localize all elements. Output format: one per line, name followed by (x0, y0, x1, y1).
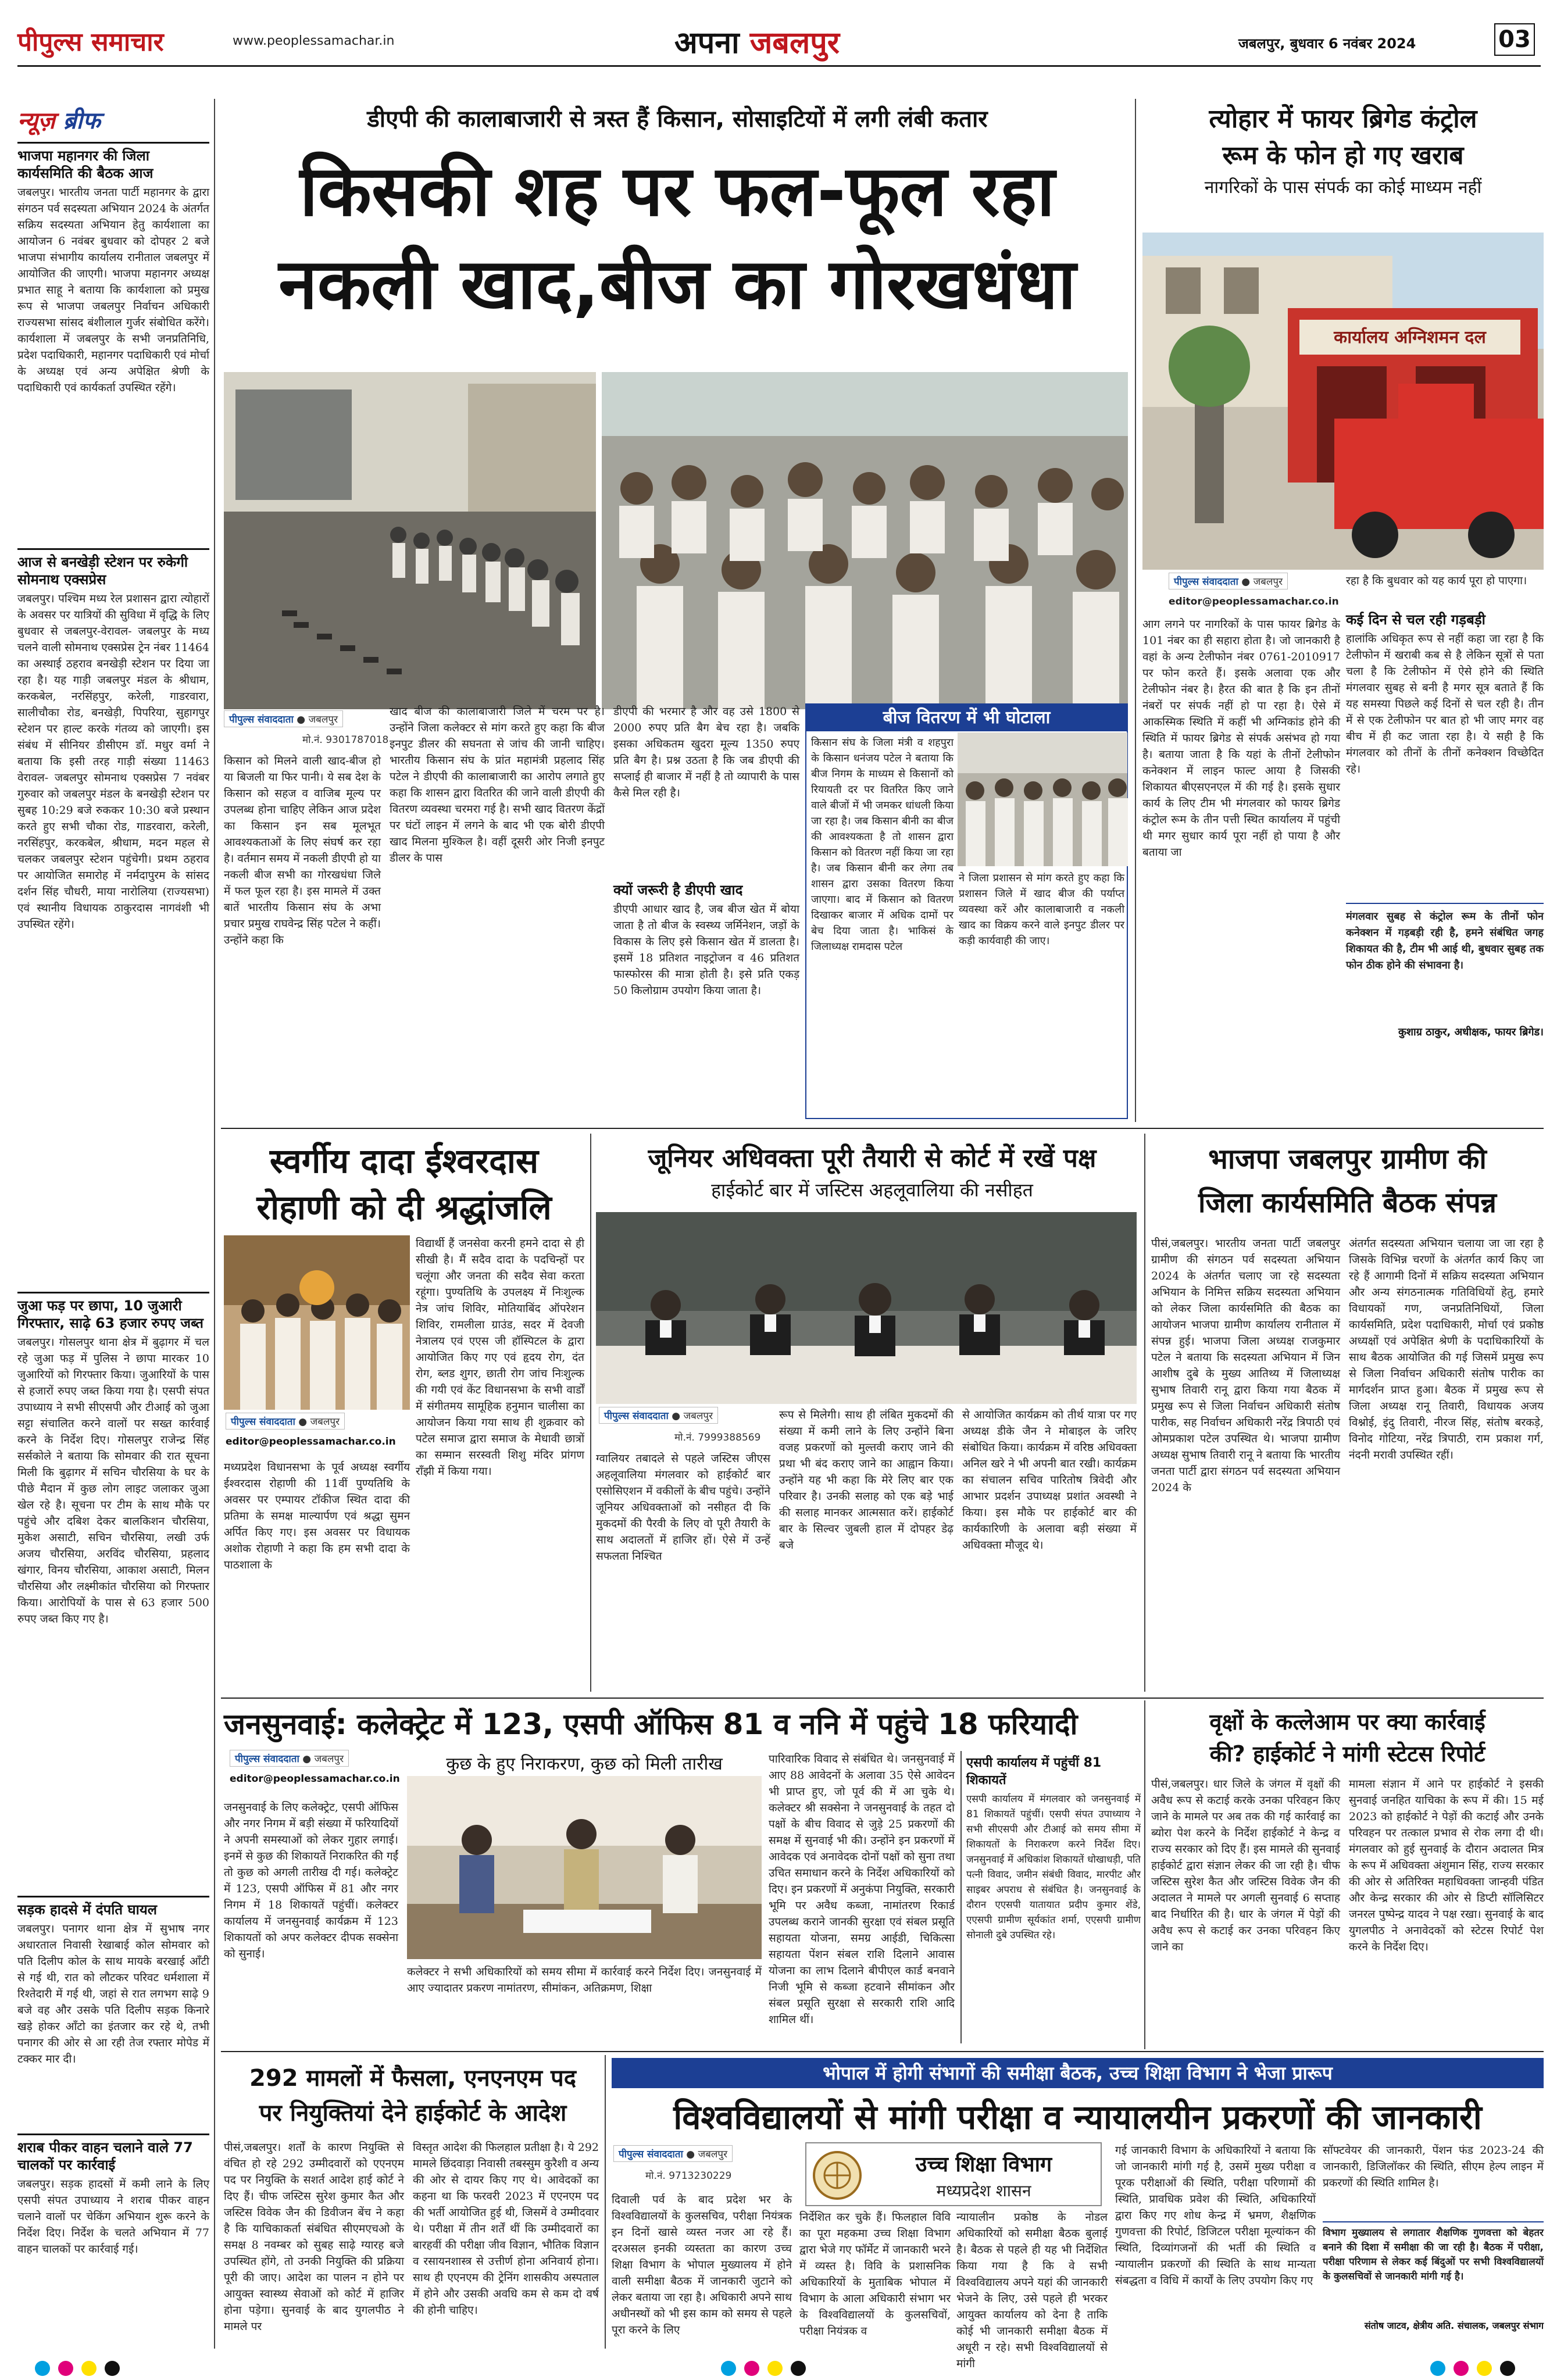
lead-col-3: डीएपी की भरमार है और वह उसे 1800 से 2000 रुपए प्रति बैग बेच रहा है। जबकि इसका अधिकतम खुदरा मूल्य 1350 रुपए प्रति बैग है। प्रश्न उठता है कि जब डीएपी की सप्लाई ही बाजार में नहीं है तो व्यापारी के पास कैसे मिल रही है। (613, 705, 799, 799)
page-number: 03 (1494, 23, 1535, 56)
section-title (674, 21, 840, 62)
fire-station-illustration (1142, 233, 1544, 570)
university-credit-name: पीपुल्स संवाददाता (619, 2149, 683, 2160)
advocate-stage-illustration (596, 1212, 1137, 1404)
tribute-credit-name: पीपुल्स संवाददाता (231, 1416, 295, 1428)
mp-emblem-icon (811, 2149, 863, 2202)
university-banner: भोपाल में होगी संभागों की समीक्षा बैठक, उच्च शिक्षा विभाग ने भेजा प्रारूप (612, 2058, 1544, 2088)
fire-credit-city: जबलपुर (1253, 576, 1283, 588)
university-col-5-wrap (1323, 2142, 1544, 2349)
registration-mark (58, 2361, 73, 2376)
jansunwai-kicker: कुछ के हुए निराकरण, कुछ को मिली तारीख (446, 1754, 723, 1774)
trees-headline-line1: वृक्षों के कत्लेआम पर क्या कार्रवाई (1209, 1709, 1485, 1735)
queue-photo-illustration (224, 372, 596, 709)
registration-mark (81, 2361, 97, 2376)
lead-mobile: मो.नं. 9301787018 (302, 734, 389, 746)
seed-box-col-1: किसान संघ के जिला मंत्री व शहपुरा के किसान धनंजय पटेल ने बताया कि बीज निगम के माध्यम से किसानों को रियायती दर पर वितरित किए जाने वाले बीजों में भी जमकर धांधली किया जा रहा है। जब किसान बीनी का बीज की आवश्यकता है तो शासन द्वारा किसान को वितरण नहीं किया जा रहा है। जब किसान बीनी कर लेगा तब शासन द्वारा उसका वितरण किया जाएगा। बाद में किसान को वितरण दिखाकर बाजार में अधिक दामों पर बेच दिया जाता है। भाकिसं के जिलाध्यक्ष रामदास पटेल (811, 737, 954, 953)
crowd-photo-illustration (602, 372, 1128, 709)
fire-photo-sign: कार्यालय अग्निशमन दल (1334, 327, 1486, 348)
tribute-col-2: विद्यार्थी हैं जनसेवा करनी हमने दादा से ही सीखी है। मैं सदैव दादा के पदचिन्हों पर चलूंगा और जनता की सदैव सेवा करता रहूंगा। पुण्यतिथि के उपलक्ष्य में निःशुल्क नेत्र जांच शिविर, मोतियाबिंद ऑपरेशन शिविर, रामलीला ग्राउंड, सदर में देवजी नेत्रालय एवं एएस जी हॉस्पिटल के द्वारा आयोजित किए गए एवं हृदय रोग, दंत रोग, ब्लड शुगर, छाती रोग जांच निःशुल्क की गयी एवं केंट विधानसभा के सभी वार्डों में संगीतमय सामूहिक हनुमान चालीसा का आयोजन किया गया साथ ही शुक्रवार को पटेल समाज द्वारा समाज के मेधावी छात्रों का सम्मान सरस्वती शिशु मंदिर प्रांगण राँझी में किया गया। (416, 1237, 584, 1478)
lead-col-1: किसान को मिलने वाली खाद-बीज हो या बिजली या फिर पानी। ये सब देश के किसान को सहज व वाजिब मूल्य पर उपलब्ध होना चाहिए लेकिन आज प्रदेश का किसान इन सब मूलभूत आवश्यकताओं के लिए संघर्ष कर रहा है। वर्तमान समय में नकली डीएपी हो या नकली बीज सभी का गोरखधंधा जिले में फल फूल रहा है। इस मामले में उक्त बातें भारतीय किसान संघ के अभा प्रचार प्रमुख राघवेन्द्र सिंह पटेल ने कहीं। उन्होंने कहा कि (224, 755, 381, 946)
fire-col-2: रहा है कि बुधवार को यह कार्य पूरा हो पाएगा। (1346, 574, 1527, 587)
trees-col-2: मामला संज्ञान में आने पर हाईकोर्ट ने इसकी सुनवाई जनहित याचिका के रूप में की। 15 मई 2023 को हाईकोर्ट ने पेड़ों की कटाई और उनके परिवहन पर तत्काल प्रभाव से रोक लगा दी थी। मंगलवार को हुई सुनवाई के दौरान अदालत मित्र के रूप में अधिवक्ता अंशुमान सिंह, राज्य सरकार की ओर से अतिरिक्त महाधिवक्ता जान्हवी पंडित और केन्द्र सरकार की ओर से डिप्टी सॉलिसिटर जनरल पुष्पेन्द्र यादव ने पक्ष रखा। सुनवाई के बाद युगलपीठ ने अनावेदकों को स्टेटस रिपोर्ट पेश करने के निर्देश दिए। (1349, 1778, 1544, 1953)
university-col-5: सॉफ्टवेयर की जानकारी, पेंशन फंड 2023-24 की जानकारी, डिजिलॉकर की स्थिति, सीएम हेल्प लाइन में प्रकरणों की स्थिति शामिल है। (1323, 2144, 1544, 2189)
registration-mark (1500, 2361, 1515, 2376)
advocate-credit-name: पीपुल्स संवाददाता (604, 1410, 669, 1422)
section-title-1: अपना (674, 26, 740, 60)
fire-photo (1142, 233, 1544, 570)
brief-body: जबलपुर। सड़क हादसों में कमी लाने के लिए एसपी संपत उपाध्याय ने शराब पीकर वाहन चलाने वालों पर चेकिंग अभियान शुरू करने के निर्देश दिए। निर्देश के चलते अभियान में 77 वाहन चालकों पर कार्रवाई गई। (17, 2178, 209, 2256)
logo-subtitle: मध्यप्रदेश शासन (936, 2181, 1031, 2200)
fire-col-1: आग लगने पर नागरिकों के पास फायर ब्रिगेड के 101 नंबर का ही सहारा होता है। जो जानकारी है वहां के अन्य टेलीफोन नंबर 0761-2010917 पर फोन करते हैं। इसके अलावा एक और टेलीफोन नंबर है। हैरत की बात है कि इन तीनों नंबरों पर संपर्क नहीं हो पा रहा है। ऐसे में आकस्मिक स्थिति में कहीं भी अग्निकांड होने की स्थिति में फायर ब्रिगेड से संपर्क असंभव हो गया है। बताया जाता है कि यहां के तीनों टेलीफोन कनेक्शन में लाइन फाल्ट आया है जिसकी शिकायत बीएसएनएल में की गई है। इसके सुधार कार्य के लिए टीम भी मंगलवार को फायर ब्रिगेड कंट्रोल रूम के तीन पत्ती स्थित कार्यालय में पहुंची थी मगर सुधार कार्य पूरा नहीं हो पाया है और बताया जा (1142, 618, 1340, 859)
lead-photo-crowd (602, 372, 1128, 709)
lead-kicker: डीएपी की कालाबाजारी से त्रस्त हैं किसान, सोसाइटियों में लगी लंबी कतार (367, 106, 988, 133)
brief-body: जबलपुर। पश्चिम मध्य रेल प्रशासन द्वारा त्योहारों के अवसर पर यात्रियों की सुविधा में वृद्धि के लिए बुधवार से जबलपुर-वेरावल- जबलपुर के मध्य चलने वाली सोमनाथ एक्सप्रेस ट्रेन नंबर 11464 का अस्थाई ठहराव बनखेड़ी स्टेशन पर दिया जा रहा है। यह गाड़ी जबलपुर मंडल के श्रीधाम, करकबेल, नरसिंहपुर, करेली, गाडरवारा, सालीचौका रोड, बनखेड़ी, पिपरिया, सुहागपुर स्टेशन पर हाल्ट करके गंतव्य को जाएगी। इस संबंध में सीनियर डीसीएम डॉ. मधुर वर्मा ने बताया कि इसी तरह गाड़ी संख्या 11463 वेरावल- जबलपुर सोमनाथ एक्सप्रेस 7 नवंबर गुरुवार को जबलपुर मंडल के बनखेड़ी स्टेशन पर सुबह 10:29 बजे रुककर 10:30 बजे प्रस्थान करते हुए सभी चौका रोड, गाडरवारा, करेली, नरसिंहपुर, करकबेल, श्रीधाम, मदन महल से चलकर जबलपुर स्टेशन पहुंचेगी। प्रथम ठहराव पर आयोजित समारोह में नर्मदापुरम के सांसद दर्शन सिंह चौधरी, माया नारोलिया (राज्यसभा) एवं स्थानीय विधायक ठाकुरदास नागवंशी भी उपस्थित रहेंगे। (17, 592, 209, 931)
lead-headline-line2: नकली खाद,बीज का गोरखधंधा (278, 244, 1076, 325)
registration-mark (744, 2361, 759, 2376)
website: www.peoplessamachar.in (233, 34, 395, 48)
brief-body: जबलपुर। गोसलपुर थाना क्षेत्र में बुढ़ागर में चल रहे जुआ फड़ में पुलिस ने छापा मारकर 10 जुआरियों को गिरफ्तार किया। जुआरियों के पास से हजारों रुपए जब्त किया गया है। एसपी संपत उपाध्याय ने सभी सीएसपी और टीआई को जुआ सट्टा संचालित करने वालों पर सख्त कार्रवाई करने के निर्देश दिए। गोसलपुर राजेन्द्र सिंह सर्सकोले ने बताया कि सोमवार की रात सूचना मिली कि बुढ़ागर में सचिन चौरसिया के घर के पीछे मैदान में कुछ लोग लाइट जलाकर जुआ खेल रहे है। सूचना पर टीम के साथ मौके पर पहुंचे और दबिश देकर बालकिशन चौरसिया, मुकेश असाटी, सचिन चौरसिया, लखी उर्फ अजय चौरसिया, अरविंद चौरसिया, प्रहलाद खंगार, विनय चौरसिया, आकाश असाटी, मिलन चौरसिया और लक्ष्मीकांत चौरसिया को गिरफ्तार किया। आरोपियों के पास से 63 हजार 500 रुपए जब्त किए गए है। (17, 1336, 209, 1625)
brief-title: सड़क हादसे में दंपति घायल (17, 1896, 209, 1918)
university-mobile: मो.नं. 9713230229 (645, 2170, 732, 2182)
seed-box-photo (958, 732, 1127, 866)
seed-scam-box (805, 703, 1128, 1119)
jansunwai-col-1: जनसुनवाई के लिए कलेक्ट्रेट, एसपी ऑफिस और नगर निगम में बड़ी संख्या में फरियादियों ने अपनी समस्याओं को लेकर गुहार लगाई। इनमें से कुछ की शिकायतें निराकरित की गईं तो कुछ को अगली तारीख दी गई। कलेक्ट्रेट में 123, एसपी ऑफिस में 81 और नगर निगम में 18 शिकायतें पहुंचीं। कलेक्टर कार्यालय में जनसुनवाई कार्यक्रम में 123 शिकायतों को अपर कलेक्टर दीपक सक्सेना को सुनाई। (224, 1801, 398, 1960)
trees-headline-line2: की? हाईकोर्ट ने मांगी स्टेटस रिपोर्ट (1209, 1741, 1485, 1767)
jansunwai-email: editor@peoplessamachar.co.in (230, 1773, 400, 1785)
seed-queue-illustration (958, 732, 1127, 866)
brief-title: आज से बनखेड़ी स्टेशन पर रुकेगी सोमनाथ एक्सप्रेस (17, 548, 209, 588)
fire-kicker: नागरिकों के पास संपर्क का कोई माध्यम नहीं (1204, 177, 1482, 198)
university-col-3: न्यायालीन प्रकोष्ठ के नोडल अधिकारियों को समीक्षा बैठक बुलाई है। बैठक से पहले ही यह भी निर्देशित किया गया है कि वे सभी विश्वविद्यालय अपने यहां की जानकारी भेजने के लिए, उसे पहले ही भरकर आयुक्त कार्यालय को देना है ताकि कोई भी जानकारी समीक्षा बैठक में अधूरी न रहे। सभी विश्वविद्यालयों से मांगी (956, 2211, 1108, 2370)
fire-quote-text: मंगलवार सुबह से कंट्रोल रूम के तीनों फोन कनेक्शन में गड़बड़ी रही है, हमने संबंधित जगह शिकायत की है, टीम भी आई थी, बुधवार सुबह तक फोन ठीक होने की संभावना है। (1346, 910, 1544, 971)
brief-item (17, 1896, 209, 2130)
brief-body: जबलपुर। पनागर थाना क्षेत्र में सुभाष नगर अधारताल निवासी रेखाबाई कोल सोमवार को पति दिलीप कोल के साथ मायके बरखाई आँटी से गई थी, रात को लौटकर परिवट धर्मशाला में रिश्तेदारी में गई थी, जहां से रात लगभग साढ़े 9 बजे वह और उसके पति दिलीप सड़क किनारे खड़े होकर आँटो का इंतजार कर रहे थे, तभी पनागर की ओर से आ रही तेज रफ्तार मोपेड में टक्कर मार दी। (17, 1922, 209, 2065)
nhm-col-2: विस्तृत आदेश की फिलहाल प्रतीक्षा है। ये 292 मामले छिंदवाड़ा निवासी तबस्सुम कुरैशी व अन्य की ओर से दायर किए गए थे। आवेदकों का कहना था कि फरवरी 2023 में एएनएम पद की भर्ती आयोजित हुई थी, जिसमें वे उम्मीदवार थे। परीक्षा में तीन शर्तें थीं कि उम्मीदवारों का बारहवीं की परीक्षा जीव विज्ञान, भौतिक विज्ञान व रसायनशास्त्र से उत्तीर्ण होना अनिवार्य होना। साथ ही एएनएम की ट्रेनिंग शासकीय अस्पताल में होने और उसकी अवधि कम से कम दो वर्ष की होनी चाहिए। (413, 2141, 599, 2317)
tribute-credit-city: जबलपुर (310, 1416, 340, 1428)
fire-credit-name: पीपुल्स संवाददाता (1174, 576, 1238, 588)
news-brief-label (17, 103, 203, 138)
brief-title: भाजपा महानगर की जिला कार्यसमिति की बैठक आज (17, 142, 209, 182)
registration-mark (105, 2361, 120, 2376)
lead-col-2: खाद बीज की कालाबाजारी जिले में चरम पर है। उन्होंने जिला कलेक्टर से मांग करते हुए कहा कि बीज इनपुट डीलर की सघनता से जांच की जानी चाहिए। भारतीय किसान संघ के प्रांत महामंत्री प्रहलाद सिंह पटेल ने डीएपी की कालाबाजारी का आरोप लगाते हुए कहा कि शासन द्वारा वितरित की जाने वाली डीएपी की वितरण व्यवस्था चरमरा गई है। सभी खाद वितरण केंद्रों पर घंटों लाइन में लगने के बाद भी एक बोरी डीएपी खाद मिलना मुश्किल है। वहीं दूसरी ओर निजी इनपुट डीलर के पास (390, 705, 605, 864)
university-logo (805, 2142, 1102, 2206)
bjp-rural-headline-line2: जिला कार्यसमिति बैठक संपन्न (1198, 1187, 1497, 1219)
brief-label-1: न्यूज़ (17, 108, 55, 134)
fire-quote-author: कुशाग्र ठाकुर, अधीक्षक, फायर ब्रिगेड। (1398, 1026, 1544, 1038)
advocate-credit: पीपुल्स संवाददाता ● जबलपुर (599, 1407, 718, 1424)
lead-credit-name: पीपुल्स संवाददाता (229, 714, 294, 726)
university-headline: विश्वविद्यालयों से मांगी परीक्षा व न्यायालयीन प्रकरणों की जानकारी (673, 2097, 1482, 2137)
lead-credit-city: जबलपुर (308, 714, 338, 726)
nhm-headline-line1: 292 मामलों में फैसला, एनएनएम पद (249, 2065, 576, 2092)
lead-photo-queue (224, 372, 596, 709)
university-quote-author: संतोष जाटव, क्षेत्रीय अति. संचालक, जबलपुर संभाग (1364, 2320, 1544, 2331)
sp-office-box (960, 1751, 1141, 2043)
university-col-2: निर्देशित कर चुके हैं। फिलहाल विवि का पूरा महकमा उच्च शिक्षा विभाग द्वारा भेजे गए फॉर्मेट में जानकारी भरने में व्यस्त है। विवि के प्रशासनिक अधिकारियों के मुताबिक भोपाल में विभाग के आला अधिकारी संभाग भर के विश्वविद्यालयों के कुलसचिवों, परीक्षा नियंत्रक व (799, 2211, 951, 2338)
tribute-col-1: मध्यप्रदेश विधानसभा के पूर्व अध्यक्ष स्वर्गीय ईश्वरदास रोहाणी की 11वीं पुण्यतिथि के अवसर पर एम्पायर टॉकीज स्थित दादा की प्रतिमा के समक्ष माल्यार्पण एवं श्रद्धा सुमन अर्पित किए गए। इस अवसर पर विधायक अशोक रोहाणी ने कहा कि हम सभी दादा के पाठशाला के (224, 1461, 410, 1571)
university-col-4: गई जानकारी विभाग के अधिकारियों ने बताया कि जो जानकारी मांगी गई है, उसमें मुख्य परीक्षा व पूरक परीक्षाओं की स्थिति, परीक्षा परिणामों की स्थिति, प्रावधिक प्रवेश की स्थिति, अधिकारियों द्वारा किए गए शोध केन्द्र में भ्रमण, शैक्षणिक गुणवत्ता की रिपोर्ट, डिजिटल परीक्षा मूल्यांकन की स्थिति, दिव्यांगजनों की भर्ती की स्थिति व न्यायालीन प्रकरणों की स्थिति के साथ मान्यता संबद्धता व विधि में कार्यों के लिए उपयोग किए गए (1115, 2144, 1316, 2287)
jansunwai-hearing-illustration (407, 1776, 762, 1959)
sp-box-title: एसपी कार्यालय में पहुंचीं 81 शिकायतें (966, 1756, 1102, 1788)
bjp-rural-headline-line1: भाजपा जबलपुर ग्रामीण की (1208, 1143, 1487, 1175)
brief-item (17, 1292, 209, 1892)
brief-title: शराब पीकर वाहन चलाने वाले 77 चालकों पर कार्रवाई (17, 2134, 209, 2174)
brief-item (17, 142, 209, 545)
tribute-photo (224, 1235, 410, 1410)
section-title-2: जबलपुर (749, 26, 840, 60)
advocate-kicker: हाईकोर्ट बार में जस्टिस अहलूवालिया की नसीहत (711, 1179, 1033, 1201)
paper-name: पीपुल्स समाचार (17, 27, 164, 57)
sp-box-body: एसपी कार्यालय में मंगलवार को जनसुनवाई में 81 शिकायतें पहुंचीं। एसपी संपत उपाध्याय ने सभी सीएसपी और टीआई को समय सीमा में शिकायतों के निराकरण करने निर्देश दिए। जनसुनवाई में अधिकांश शिकायतें धोखाधड़ी, पति पत्नी विवाद, जमीन संबंधी विवाद, मारपीट और साइबर अपराध से संबंधित है। जनसुनवाई के दौरान एएसपी यातायात प्रदीप कुमार शेंडे, एएसपी ग्रामीण सूर्यकांत शर्मा, एएसपी ग्रामीण सोनाली दुबे उपस्थित रहे। (966, 1793, 1141, 1941)
fire-col-2b: हालांकि अधिकृत रूप से नहीं कहा जा रहा है कि टेलीफोन में खराबी कब से है लेकिन सूत्रों से पता चला है कि टेलीफोन में ऐसे होने की स्थिति मंगलवार सुबह से बनी है मगर सूत्र बताते हैं कि यह समस्या पिछले कई दिनों से चल रही है। तीन में से एक टेलीफोन पर बात हो भी जाए मगर वह बीच में ही कट जाता रहा है। ये सही है कि मंगलवार को तीनों के तीनों कनेक्शन विच्छेदित रहे। (1346, 632, 1544, 776)
fire-email: editor@peoplessamachar.co.in (1169, 596, 1339, 607)
trees-col-1: पीसं,जबलपुर। धार जिले के जंगल में वृक्षों की अवैध रूप से कटाई करके उनका परिवहन किए जाने के मामले पर अब तक की गई कार्रवाई का ब्योरा पेश करने के निर्देश हाईकोर्ट ने केन्द्र व राज्य सरकार को दिए हैं। इस मामले की सुनवाई हाईकोर्ट द्वारा संज्ञान लेकर की जा रही है। चीफ जस्टिस सुरेश कैत और जस्टिस विवेक जैन की अदालत ने मामले पर अगली सुनवाई 6 सप्ताह बाद निर्धारित की है। धार के जंगल में पेड़ों की अवैध रूप से कटाई कर उनका परिवहन किए जाने का (1151, 1778, 1340, 1953)
masthead (0, 0, 1557, 64)
brief-body: जबलपुर। भारतीय जनता पार्टी महानगर के द्वारा संगठन पर्व सदस्यता अभियान 2024 के अंतर्गत सक्रिय सदस्यता अभियान हेतु कार्यशाला का आयोजन 6 नवंबर बुधवार को दोपहर 2 बजे भाजपा संभागीय कार्यालय रानीताल जबलपुर में आयोजित की जाएगी। भाजपा महानगर अध्यक्ष प्रभात साहू ने बताया कि कार्यशाला को प्रमुख रूप से भाजपा जबलपुर निर्वाचन अधिकारी राज्यसभा सांसद बंशीलाल गुर्जर संबोधित करेंगे। कार्यशाला में जबलपुर के सभी जनप्रतिनिधि, प्रदेश पदाधिकारी, महानगर पदाधिकारी एवं मोर्चा के अध्यक्ष एवं अन्य अपेक्षित श्रेणी के पदाधिकारी एवं कार्यकर्ता उपस्थित रहेंगे। (17, 186, 209, 394)
registration-mark (767, 2361, 783, 2376)
registration-mark (35, 2361, 50, 2376)
advocate-credit-city: जबलपुर (683, 1410, 713, 1422)
fire-col-2-wrap (1346, 573, 1544, 1119)
seed-box-title: बीज वितरण में भी घोटाला (806, 705, 1127, 731)
advocate-col-3: से आयोजित कार्यक्रम को तीर्थ यात्रा पर गए अध्यक्ष डीके जैन ने मोबाइल के जरिए संबोधित किया। कार्यक्रम में वरिष्ठ अधिवक्ता अनिल खरे ने भी अपनी बात रखी। कार्यक्रम का संचालन सचिव पारितोष त्रिवेदी और आभार प्रदर्शन उपाध्यक्ष प्रशांत अवस्थी ने किया। इस मौके पर हाईकोर्ट बार की कार्यकारिणी के अलावा बड़ी संख्या में अधिवक्ता मौजूद थे। (962, 1409, 1137, 1552)
lead-credit: पीपुल्स संवाददाता ● जबलपुर (224, 710, 343, 727)
tribute-headline-line2: रोहाणी को दी श्रद्धांजलि (256, 1188, 552, 1227)
advocate-col-1: ग्वालियर तबादले से पहले जस्टिस जीएस अहलूवालिया मंगलवार को हाईकोर्ट बार एसोसिएशन में वकीलों के बीच पहुंचे। उन्होंने जूनियर अधिवक्ताओं को नसीहत दी कि मुकदमों की पैरवी के लिए वो पूरी तैयारी के साथ अदालतों में हाजिर हों। ऐसे में उन्हें सफलता निश्चित (596, 1452, 770, 1563)
nhm-headline-line2: पर नियुक्तियां देने हाईकोर्ट के आदेश (259, 2100, 567, 2127)
university-credit: पीपुल्स संवाददाता ● जबलपुर (613, 2145, 733, 2162)
registration-mark (1454, 2361, 1469, 2376)
university-credit-city: जबलपुर (698, 2149, 728, 2160)
university-col-1: दिवाली पर्व के बाद प्रदेश भर के विश्वविद्यालयों के कुलसचिव, परीक्षा नियंत्रक इन दिनों खासे व्यस्त नजर आ रहे हैं। दरअसल इनकी व्यस्तता का कारण उच्च शिक्षा विभाग के भोपाल मुख्यालय में होने वाली समीक्षा बैठक में जानकारी जुटाने को लेकर बताया जा रहा है। अधिकारी अपने साथ अधीनस्थों को भी इस काम को समय से पहले पूरा करने के लिए (612, 2193, 792, 2336)
lead-col-3b: डीएपी आधार खाद है, जब बीज खेत में बोया जाता है तो बीज के स्वस्थ्य जर्मिनेशन, जड़ों के विकास के लिए इसे किसान खेत में डालता है। इसमें 18 प्रतिशत नाइट्रोजन व 46 प्रतिशत फास्फोरस की मात्रा होती है। इसे प्रति एकड़ 50 किलोग्राम उपयोग किया जाता है। (613, 903, 799, 997)
registration-mark (1477, 2361, 1492, 2376)
jansunwai-credit-name: पीपुल्स संवाददाता (235, 1753, 299, 1765)
advocate-mobile: मो.नं. 7999388569 (674, 1432, 761, 1443)
jansunwai-caption: कलेक्टर ने सभी अधिकारियों को समय सीमा में कार्रवाई करने निर्देश दिए। जनसुनवाई में आए ज्यादातर प्रकरण नामांतरण, सीमांकन, अतिक्रमण, शिक्षा (407, 1966, 762, 1995)
registration-mark (791, 2361, 806, 2376)
advocate-headline: जूनियर अधिवक्ता पूरी तैयारी से कोर्ट में रखें पक्ष (648, 1143, 1097, 1173)
registration-marks (0, 2357, 1557, 2380)
university-quote-text: विभाग मुख्यालय से लगातार शैक्षणिक गुणवत्ता को बेहतर बनाने की दिशा में समीक्षा की जा रही है। बैठक में परीक्षा, परीक्षा परिणाम से लेकर कई बिंदुओं पर सभी विश्वविद्यालयों के कुलसचिवों से जानकारी मांगी गई है। (1323, 2227, 1544, 2282)
registration-mark (1430, 2361, 1445, 2376)
jansunwai-credit-city: जबलपुर (314, 1753, 344, 1765)
advocate-col-2: रूप से मिलेगी। साथ ही लंबित मुकदमों की संख्या में कमी लाने के लिए उन्होंने बिना वजह प्रकरणों को मुल्तवी कराए जाने की प्रथा भी बंद कराए जाने का आह्वान किया। उन्होंने यह भी कहा कि मेरे लिए बार एक परिवार है। उनकी सलाह को एक बड़े भाई की सलाह मानकर आत्मसात करें। हाईकोर्ट बार के सिल्वर जुबली हाल में दोपहर डेढ़ बजे (779, 1409, 954, 1552)
advocate-photo (596, 1212, 1137, 1404)
date-line: जबलपुर, बुधवार 6 नवंबर 2024 (1238, 35, 1416, 52)
seed-box-col-2: ने जिला प्रशासन से मांग करते हुए कहा कि प्रशासन जिले में खाद बीज की पर्याप्त व्यवस्था करें और कालाबाजारी व नकली खाद का विक्रय करने वाले इनपुट डीलर पर कड़ी कार्यवाही की जाए। (959, 872, 1124, 947)
fire-headline-line2: रूम के फोन हो गए खराब (1222, 141, 1464, 170)
lead-col-3-wrap (613, 703, 799, 1119)
bjp-rural-col-1: पीसं,जबलपुर। भारतीय जनता पार्टी जबलपुर ग्रामीण की संगठन पर्व सदस्यता अभियान 2024 के अंतर्गत चलाए जा रहे सदस्यता अभियान के निमित्त सक्रिय सदस्यता अभियान को लेकर जिला कार्यसमिति की बैठक का आयोजन भाजपा ग्रामीण कार्यालय रानीताल में संपन्न हुई। भाजपा जिला अध्यक्ष राजकुमार पटेल ने बताया कि सदस्यता अभियान में जिन आशीष दुबे के मुख्य आतिथ्य में जिलाध्यक्ष सुभाष तिवारी रानू द्वारा किया गया बैठक में प्रमुख रूप से जिला निर्वाचन अधिकारी संतोष पारीक, सह निर्वाचन अधिकारी नरेंद्र त्रिपाठी एवं ओमप्रकाश पटेल उपस्थित थे। भाजपा ग्रामीण अध्यक्ष सुभाष तिवारी रानू ने बताया कि भारतीय जनता पार्टी द्वारा संगठन पर्व सदस्यता अभियान 2024 के (1151, 1237, 1340, 1494)
jansunwai-headline: जनसुनवाई: कलेक्ट्रेट में 123, एसपी ऑफिस 81 व ननि में पहुंचे 18 फरियादी (224, 1707, 1078, 1741)
tribute-headline-line1: स्वर्गीय दादा ईश्वरदास (269, 1141, 539, 1181)
fire-quote (1346, 903, 1544, 1039)
fire-subhead: कई दिन से चल रही गड़बड़ी (1346, 612, 1485, 628)
fire-credit: पीपुल्स संवाददाता ● जबलपुर (1169, 573, 1288, 589)
university-quote (1323, 2221, 1544, 2332)
lead-subhead: क्यों जरूरी है डीएपी खाद (613, 882, 743, 898)
tribute-group-illustration (224, 1235, 410, 1410)
brief-label-2: ब्रीफ (63, 108, 101, 134)
brief-column (17, 138, 209, 2353)
tribute-email: editor@peoplessamachar.co.in (226, 1436, 396, 1448)
lead-headline-line1: किसकी शह पर फल-फूल रहा (299, 151, 1055, 232)
fire-headline-line1: त्योहार में फायर ब्रिगेड कंट्रोल (1209, 104, 1477, 134)
bjp-rural-col-2: अंतर्गत सदस्यता अभियान चलाया जा जा रहा है जिसके विभिन्न चरणों के अंतर्गत कार्य किए जा रहे हैं आगामी दिनों में सक्रिय सदस्यता अभियान और अन्य संगठनात्मक गतिविधियों हेतु, हमारे विधायकों गण, जनप्रतिनिधियों, जिला कार्यसमिति, प्रदेश पदाधिकारी, मोर्चा एवं प्रकोष्ठ अध्यक्षों एवं अपेक्षित श्रेणी के पदाधिकारियों के साथ बैठक आयोजित की गई जिसमें प्रमुख रूप से जिला निर्वाचन अधिकारी संतोष पारीक का मार्गदर्शन प्राप्त हुआ। बैठक में प्रमुख रूप से जिला अध्यक्ष रानू तिवारी, विधायक अजय विश्नोई, इंदु तिवारी, नीरज सिंह, संतोष बरकड़े, विनोद गोटिया, नरेंद्र त्रिपाठी, राम प्रकाश गर्ग, नंदनी मरावी उपस्थित रहीं। (1349, 1237, 1544, 1461)
jansunwai-col-3: पारिवारिक विवाद से संबंधित थे। जनसुनवाई में आए 88 आवेदनों के अलावा 35 ऐसे आवेदन भी प्राप्त हुए, जो पूर्व की में आ चुके थे। कलेक्टर श्री सक्सेना ने जनसुनवाई के तहत दो पक्षों के बीच विवाद से जुड़े 25 प्रकरणों की समक्ष में सुनवाई भी की। उन्होंने इन प्रकरणों में आवेदक एवं अनावेदक दोनों पक्षों को सुना तथा उचित समाधान करने के निर्देश अधिकारियों को दिए। इन प्रकरणों में अनुकंपा नियुक्ति, सरकारी भूमि पर अवैध कब्जा, नामांतरण रिकार्ड उपलब्ध कराने जानकी सुरक्षा एवं संबल प्रसूति सहायता योजना, समग्र आईडी, चिकित्सा सहायता पेंशन संबल राशि दिलाने आवास योजना का लाभ दिलाने बीपीएल कार्ड बनवाने निजी भूमि से कब्जा हटवाने सीमांकन और संबल प्रसूति सुरक्षा से सरकारी राशि आदि शामिल थीं। (769, 1753, 955, 2026)
jansunwai-credit: पीपुल्स संवाददाता ● जबलपुर (230, 1750, 349, 1767)
registration-mark (721, 2361, 736, 2376)
logo-title: उच्च शिक्षा विभाग (915, 2153, 1052, 2177)
brief-item (17, 2134, 209, 2315)
brief-item (17, 548, 209, 1288)
nhm-col-1: पीसं,जबलपुर। शर्तों के कारण नियुक्ति से वंचित हो रहे 292 उम्मीदवारों को एएनएम पद पर नियुक्ति के सशर्त आदेश हाई कोर्ट ने दिए हैं। चीफ जस्टिस सुरेश कुमार कैत और जस्टिस विवेक जैन की डिवीजन बेंच ने कहा है कि याचिकाकर्ता संबंधित सीएमएचओ के समक्ष 8 नवम्बर को सुबह साढ़े ग्यारह बजे उपस्थित होंगे, तो उनकी नियुक्ति की प्रक्रिया पूरी की जाए। आदेश का पालन न होने पर आयुक्त स्वास्थ्य सेवाओं को कोर्ट में हाजिर होना पड़ेगा। सुनवाई के बाद युगलपीठ ने मामले पर (224, 2141, 404, 2333)
tribute-credit: पीपुल्स संवाददाता ● जबलपुर (226, 1413, 345, 1430)
brief-title: जुआ फड़ पर छापा, 10 जुआरी गिरफ्तार, साढ़े 63 हजार रुपए जब्त (17, 1292, 209, 1332)
jansunwai-photo (407, 1776, 762, 1959)
